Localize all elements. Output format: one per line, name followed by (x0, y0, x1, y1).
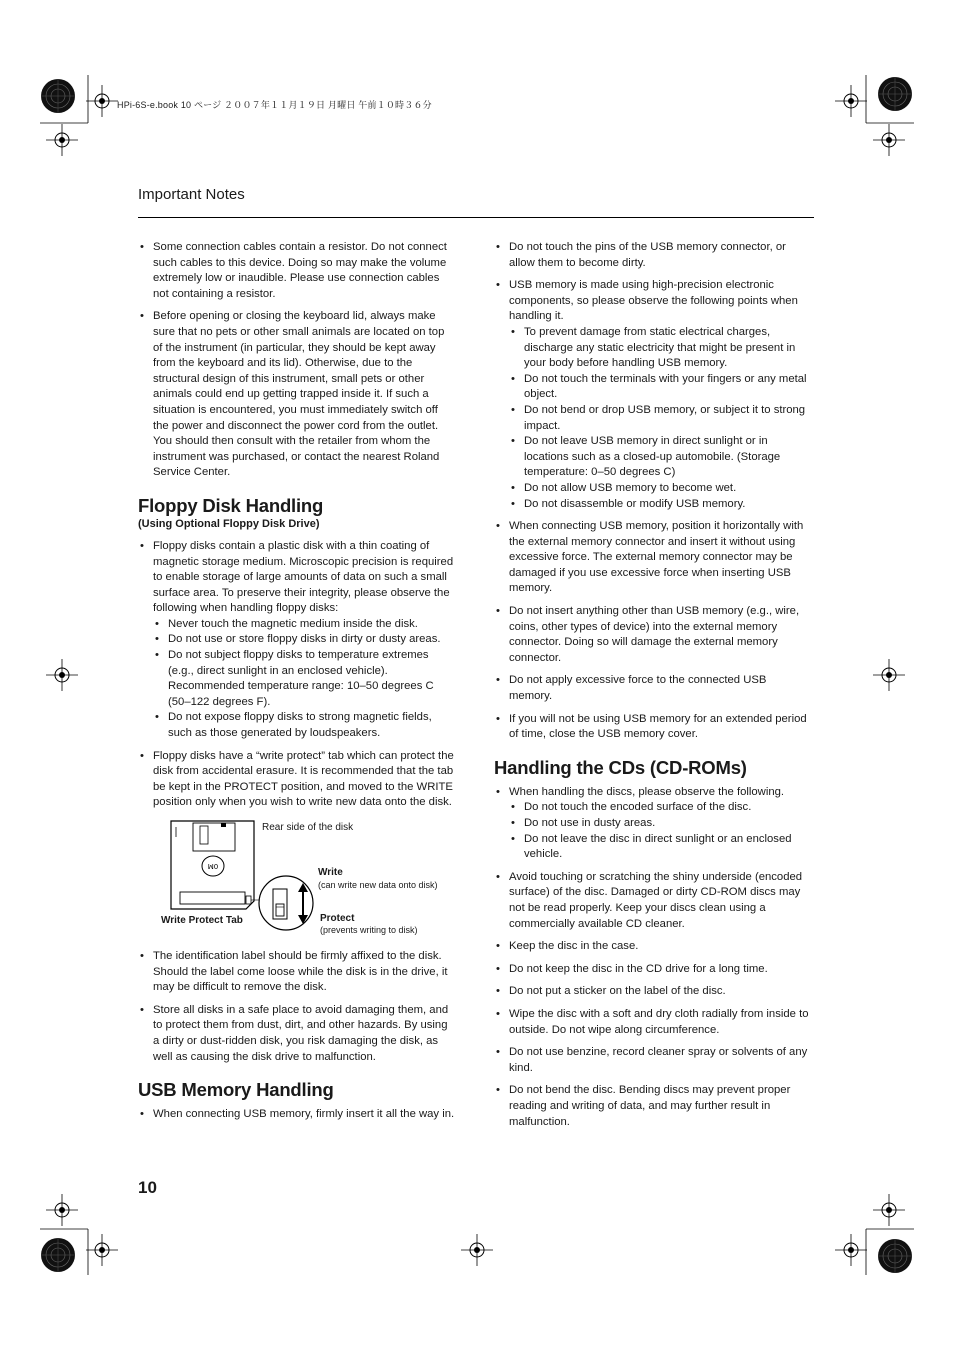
svg-text:ꟽ0: ꟽ0 (207, 863, 219, 871)
sublist-item: • Do not allow USB memory to become wet. (509, 481, 812, 497)
usb-heading: USB Memory Handling (138, 1079, 334, 1101)
floppy-list (138, 539, 456, 811)
sublist-item: • Do not disassemble or modify USB memory. (509, 497, 812, 513)
write-label: Write (318, 867, 343, 878)
cd-list (494, 785, 812, 1130)
protect-label: Protect (320, 913, 355, 924)
list-item: • Avoid touching or scratching the shiny underside (encoded surface) of the disc. Damaged or dirty CD-ROM discs may not be read properly. Keep your discs clean using a commercially available CD cleaner. (494, 870, 812, 932)
list-item (494, 785, 812, 863)
usb-sublist (509, 325, 812, 512)
running-head: Important Notes (138, 186, 245, 203)
left-column (138, 240, 456, 1130)
right-column (494, 240, 812, 1137)
list-item: • Do not touch the pins of the USB memory connector, or allow them to become dirty. (494, 240, 812, 271)
cd-heading: Handling the CDs (CD-ROMs) (494, 756, 747, 778)
sublist-item: • Do not subject floppy disks to temperature extremes (e.g., direct sunlight in an enclosed vehicle). Recommended temperature range: 10–50 degrees C (50–122 degrees F). (153, 648, 456, 710)
list-item: • Do not keep the disc in the CD drive for a long time. (494, 962, 812, 978)
list-item-text: Floppy disks contain a plastic disk with a thin coating of magnetic storage medium. Microscopic precision is required to enable storage of large amounts of data on such a small surface area. To preserve their integrity, please observe the following when handling floppy disks: (153, 539, 454, 615)
sublist-item: • Do not bend or drop USB memory, or subject it to strong impact. (509, 403, 812, 434)
header-rule (138, 217, 814, 218)
list-item: • Do not apply excessive force to the connected USB memory. (494, 673, 812, 704)
sublist-item: • Do not use in dusty areas. (509, 816, 812, 832)
list-item: • If you will not be using USB memory for an extended period of time, close the USB memory cover. (494, 712, 812, 743)
write-protect-tab-label: Write Protect Tab (161, 915, 243, 926)
list-item: • Keep the disc in the case. (494, 939, 812, 955)
sublist-item: • Do not touch the terminals with your fingers or any metal object. (509, 372, 812, 403)
list-item: • Store all disks in a safe place to avoid damaging them, and to protect them from dust, dirt, and other hazards. By using a dirty or dust-ridden disk, you risk damaging the disk, as well as causing the disk drive to malfunction. (138, 1003, 456, 1065)
intro-list (138, 240, 456, 481)
floppy-disk-figure (138, 819, 456, 937)
sublist-item: • Do not leave the disc in direct sunlight or an enclosed vehicle. (509, 832, 812, 863)
usb-list-left (138, 1107, 456, 1123)
list-item: • Floppy disks have a “write protect” tab which can protect the disk from accidental erasure. It is recommended that the tab be kept in the PROTECT position, and moved to the WRITE position only when you wish to write new data onto the disk. (138, 749, 456, 811)
list-item-text: When handling the discs, please observe the following. (509, 785, 785, 798)
list-item-text: USB memory is made using high-precision electronic components, so please observe the following points when handling it. (509, 279, 798, 323)
page-number: 10 (138, 1178, 157, 1197)
sublist-item: • Never touch the magnetic medium inside the disk. (153, 617, 456, 633)
sublist-item: • Do not use or store floppy disks in dirty or dusty areas. (153, 632, 456, 648)
list-item: • Wipe the disc with a soft and dry cloth radially from inside to outside. Do not wipe along circumference. (494, 1007, 812, 1038)
write-description: (can write new data onto disk) (318, 880, 438, 890)
list-item: • Some connection cables contain a resistor. Do not connect such cables to this device. Doing so may make the volume extremely low or inaudible. Please use connection cables not containing a resistor. (138, 240, 456, 302)
list-item (494, 278, 812, 512)
cd-sublist (509, 800, 812, 862)
sublist-item: • To prevent damage from static electrical charges, discharge any static electricity that might be present in your body before handling USB memory. (509, 325, 812, 372)
list-item: • Before opening or closing the keyboard lid, always make sure that no pets or other small animals are located on top of the instrument (in particular, they should be kept away from the keyboard and its lid). Otherwise, due to the structural design of this instrument, small pets or other animals could end up getting trapped inside it. If such a situation is encountered, you must immediately switch off the power and disconnect the power cord from the outlet. You should then consult with the retailer from whom the instrument was purchased, or contact the nearest Roland Service Center. (138, 309, 456, 481)
list-item: • When connecting USB memory, firmly insert it all the way in. (138, 1107, 456, 1123)
floppy-subheading: (Using Optional Floppy Disk Drive) (138, 517, 320, 530)
rear-side-label: Rear side of the disk (262, 822, 354, 833)
floppy-sublist (153, 617, 456, 742)
usb-list-right (494, 240, 812, 743)
list-item: • Do not insert anything other than USB memory (e.g., wire, coins, other types of device) into the external memory connector. Doing so will damage the external memory connector. (494, 604, 812, 666)
sublist-item: • Do not expose floppy disks to strong magnetic fields, such as those generated by loudspeakers. (153, 710, 456, 741)
list-item: • Do not bend the disc. Bending discs may prevent proper reading and writing of data, and may further result in malfunction. (494, 1083, 812, 1130)
list-item (138, 539, 456, 742)
floppy-heading: Floppy Disk Handling (138, 494, 324, 516)
sublist-item: • Do not touch the encoded surface of the disc. (509, 800, 812, 816)
file-header: HPi-6S-e.book 10 ページ ２００７年１１月１９日 月曜日 午前１０時３６分 (117, 100, 432, 110)
list-item: • Do not put a sticker on the label of the disc. (494, 984, 812, 1000)
floppy-after-list (138, 949, 456, 1065)
list-item: • Do not use benzine, record cleaner spray or solvents of any kind. (494, 1045, 812, 1076)
list-item: • When connecting USB memory, position it horizontally with the external memory connector and insert it without using excessive force. The external memory connector may be damaged if you use excessive force when inserting USB memory. (494, 519, 812, 597)
sublist-item: • Do not leave USB memory in direct sunlight or in locations such as a closed-up automobile. (Storage temperature: 0–50 degrees C) (509, 434, 812, 481)
list-item: • The identification label should be firmly affixed to the disk. Should the label come loose while the disk is in the drive, it may be difficult to remove the disk. (138, 949, 456, 996)
protect-description: (prevents writing to disk) (320, 925, 418, 935)
